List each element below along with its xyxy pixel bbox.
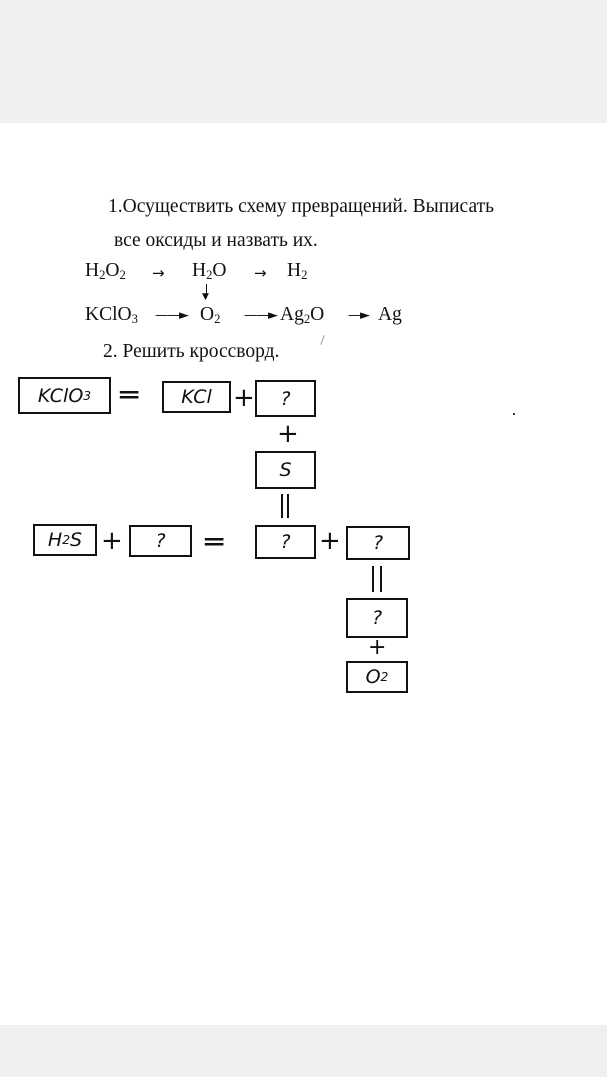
formula-kclo3: KClO$_3$	[85, 304, 138, 327]
task1-line2: все оксиды и назвать их.	[114, 230, 318, 251]
equals-vertical-left	[281, 494, 283, 518]
document-page	[0, 123, 607, 1025]
arrow-right-icon: —►	[348, 308, 369, 323]
arrow-down-icon: ▼	[202, 292, 209, 302]
arrow-right-icon: →	[152, 264, 165, 282]
arrow-right-icon: →	[254, 264, 267, 282]
cell-unknown-1[interactable]: ?	[255, 380, 316, 417]
formula-h2: $H_2$	[287, 260, 308, 283]
plus-sign-vertical: +	[277, 419, 299, 449]
cell-kcl: KCl	[162, 381, 231, 413]
cell-s: S	[255, 451, 316, 489]
cell-unknown-4[interactable]: ?	[346, 526, 410, 560]
arrow-right-icon: ——►	[244, 308, 277, 323]
formula-h2o: $H_2O$	[192, 260, 227, 283]
formula-ag2o: $Ag_2O$	[280, 304, 325, 327]
plus-sign: +	[319, 526, 341, 556]
stray-dot	[513, 413, 515, 415]
cell-h2s: H 2 S	[33, 524, 97, 556]
equals-sign: ═	[205, 525, 224, 560]
equals-vertical-right	[287, 494, 289, 518]
formula-ag: Ag	[378, 304, 402, 325]
cell-unknown-2[interactable]: ?	[129, 525, 192, 557]
cell-kclo3: KClO 3	[18, 377, 111, 414]
plus-sign-vertical: +	[368, 635, 387, 660]
formula-h2o2: $H_2O_2$	[85, 260, 126, 283]
cell-o2: O 2	[346, 661, 408, 693]
arrow-right-icon: ——►	[155, 308, 188, 323]
equals-vertical-left	[372, 566, 374, 592]
formula-o2: $O_2$	[200, 304, 221, 327]
task1-text	[108, 190, 494, 258]
equals-vertical-right	[380, 566, 382, 592]
plus-sign: +	[233, 383, 255, 413]
task1-line1: 1.Осуществить схему превращений. Выписать	[108, 196, 495, 217]
task2-title: 2. Решить кроссворд.	[103, 341, 280, 362]
equals-sign: ═	[120, 378, 139, 413]
cell-unknown-3[interactable]: ?	[255, 525, 316, 559]
plus-sign: +	[101, 526, 123, 556]
cell-unknown-5[interactable]: ?	[346, 598, 408, 638]
stray-mark	[320, 335, 324, 345]
